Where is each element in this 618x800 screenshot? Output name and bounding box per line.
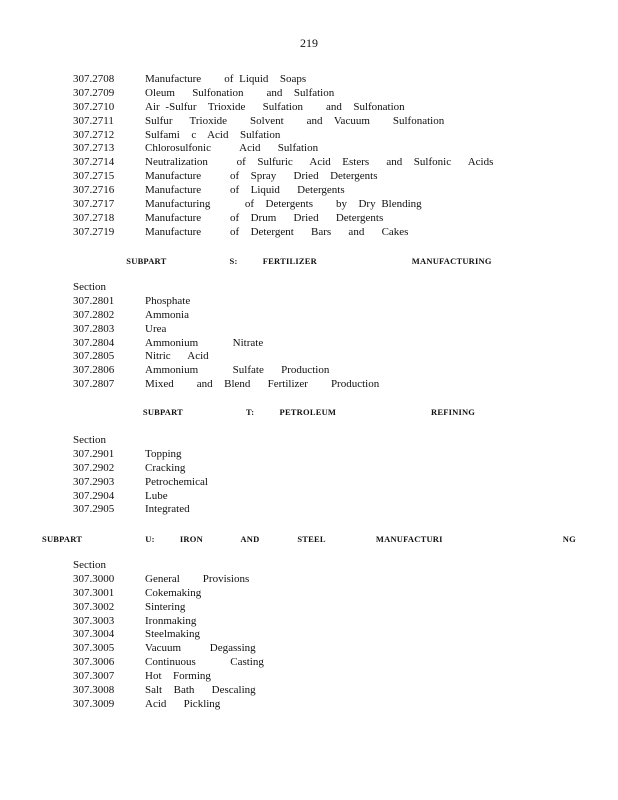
- subpart-t-heading: SUBPART T: PETROLEUM REFINING: [142, 407, 476, 417]
- section-title: Ammonium Nitrate: [145, 336, 264, 349]
- section-title: Steelmaking: [145, 628, 200, 641]
- section-number: 307.3000: [73, 572, 115, 585]
- section-title: Air -Sulfur Trioxide Sulfation and Sulfonation: [145, 100, 405, 113]
- list-item: [73, 295, 553, 309]
- section-number: 307.2710: [73, 100, 115, 113]
- list-item: [73, 684, 553, 698]
- top-section-list: [73, 73, 553, 240]
- section-title: Salt Bath Descaling: [145, 684, 256, 697]
- list-item: [73, 198, 553, 212]
- list-item: [73, 615, 553, 629]
- section-number: 307.3002: [73, 600, 115, 613]
- section-number: 307.2802: [73, 308, 115, 321]
- section-number: 307.2904: [73, 489, 115, 502]
- list-item: [73, 73, 553, 87]
- section-number: 307.3007: [73, 670, 115, 683]
- section-title: Cracking: [145, 461, 186, 474]
- list-item: [73, 364, 553, 378]
- section-title: Manufacturing of Detergents by Dry Blending: [145, 198, 422, 211]
- list-item: [73, 503, 553, 517]
- section-title: Mixed and Blend Fertilizer Production: [145, 378, 380, 391]
- section-number: 307.2713: [73, 142, 115, 155]
- list-item: [73, 476, 553, 490]
- section-number: 307.2901: [73, 447, 115, 460]
- list-item: [73, 490, 553, 504]
- section-title: Manufacture of Spray Dried Detergents: [145, 170, 378, 183]
- section-number: 307.2714: [73, 156, 115, 169]
- section-title: Oleum Sulfonation and Sulfation: [145, 86, 335, 99]
- section-number: 307.3003: [73, 614, 115, 627]
- section-number: 307.2718: [73, 211, 115, 224]
- subpart-s-list: [73, 281, 553, 392]
- section-number: 307.2803: [73, 322, 115, 335]
- section-title: Manufacture of Drum Dried Detergents: [145, 211, 384, 224]
- page-number: 219: [300, 36, 318, 50]
- section-title: Ammonia: [145, 308, 189, 321]
- section-title: Ammonium Sulfate Production: [145, 364, 330, 377]
- list-item: [73, 337, 553, 351]
- section-number: 307.2719: [73, 225, 115, 238]
- list-item: [73, 350, 553, 364]
- list-item: [73, 142, 553, 156]
- section-number: 307.2801: [73, 294, 115, 307]
- section-number: 307.3006: [73, 656, 115, 669]
- section-title: Manufacture of Liquid Detergents: [145, 184, 345, 197]
- list-item: [73, 448, 553, 462]
- section-number: 307.2807: [73, 378, 115, 391]
- list-item: [73, 378, 553, 392]
- section-number: 307.2805: [73, 350, 115, 363]
- subpart-s-heading: SUBPART S: FERTILIZER MANUFACTURING: [126, 256, 492, 266]
- section-number: 307.2715: [73, 170, 115, 183]
- section-number: 307.2708: [73, 73, 115, 85]
- list-item: [73, 309, 553, 323]
- section-title: Sulfur Trioxide Solvent and Vacuum Sulfonation: [145, 114, 445, 127]
- list-item: [73, 670, 553, 684]
- list-item: [73, 170, 553, 184]
- section-title: Cokemaking: [145, 586, 202, 599]
- list-item: [73, 156, 553, 170]
- section-title: Sintering: [145, 600, 186, 613]
- section-number: 307.2902: [73, 461, 115, 474]
- section-title: Chlorosulfonic Acid Sulfation: [145, 142, 319, 155]
- list-item: [73, 698, 553, 712]
- section-title: Hot Forming: [145, 670, 211, 683]
- section-number: 307.3001: [73, 586, 115, 599]
- section-label: Section: [73, 559, 106, 571]
- list-item: [73, 642, 553, 656]
- section-number: 307.2709: [73, 86, 115, 99]
- list-item: [73, 87, 553, 101]
- subpart-t-list: [73, 434, 553, 517]
- section-number: 307.2717: [73, 198, 115, 211]
- section-number: 307.3009: [73, 697, 115, 710]
- list-item: [73, 129, 553, 143]
- list-item: [73, 115, 553, 129]
- list-item: [73, 601, 553, 615]
- subpart-u-list: [73, 559, 553, 712]
- section-title: Nitric Acid: [145, 350, 209, 363]
- list-item: [73, 628, 553, 642]
- section-title: Acid Pickling: [145, 697, 221, 710]
- section-title: General Provisions: [145, 572, 250, 585]
- list-item: [73, 184, 553, 198]
- section-label: Section: [73, 434, 106, 446]
- section-title: Manufacture of Detergent Bars and Cakes: [145, 225, 409, 238]
- section-title: Integrated: [145, 503, 190, 516]
- list-item: [73, 573, 553, 587]
- list-item: [73, 462, 553, 476]
- section-title: Sulfami c Acid Sulfation: [145, 128, 281, 141]
- section-number: 307.2903: [73, 475, 115, 488]
- section-number: 307.2804: [73, 336, 115, 349]
- section-label: Section: [73, 281, 106, 293]
- section-title: Neutralization of Sulfuric Acid Esters and Sulfonic Acids: [145, 156, 494, 169]
- section-title: Vacuum Degassing: [145, 642, 256, 655]
- section-number: 307.3008: [73, 684, 115, 697]
- section-number: 307.2806: [73, 364, 115, 377]
- section-number: 307.3004: [73, 628, 115, 641]
- section-title: Lube: [145, 489, 168, 502]
- list-item: [73, 656, 553, 670]
- list-item: [73, 226, 553, 240]
- section-number: 307.2712: [73, 128, 115, 141]
- section-title: Manufacture of Liquid Soaps: [145, 73, 307, 85]
- subpart-u-heading: SUBPART U: IRON AND STEEL MANUFACTURI NG: [42, 534, 576, 544]
- section-number: 307.3005: [73, 642, 115, 655]
- section-title: Continuous Casting: [145, 656, 264, 669]
- list-item: [73, 212, 553, 226]
- section-title: Topping: [145, 447, 182, 460]
- section-number: 307.2711: [73, 114, 114, 127]
- section-title: Ironmaking: [145, 614, 197, 627]
- list-item: [73, 323, 553, 337]
- section-number: 307.2905: [73, 503, 115, 516]
- list-item: [73, 101, 553, 115]
- section-number: 307.2716: [73, 184, 115, 197]
- section-title: Phosphate: [145, 294, 191, 307]
- section-title: Urea: [145, 322, 167, 335]
- section-title: Petrochemical: [145, 475, 208, 488]
- list-item: [73, 587, 553, 601]
